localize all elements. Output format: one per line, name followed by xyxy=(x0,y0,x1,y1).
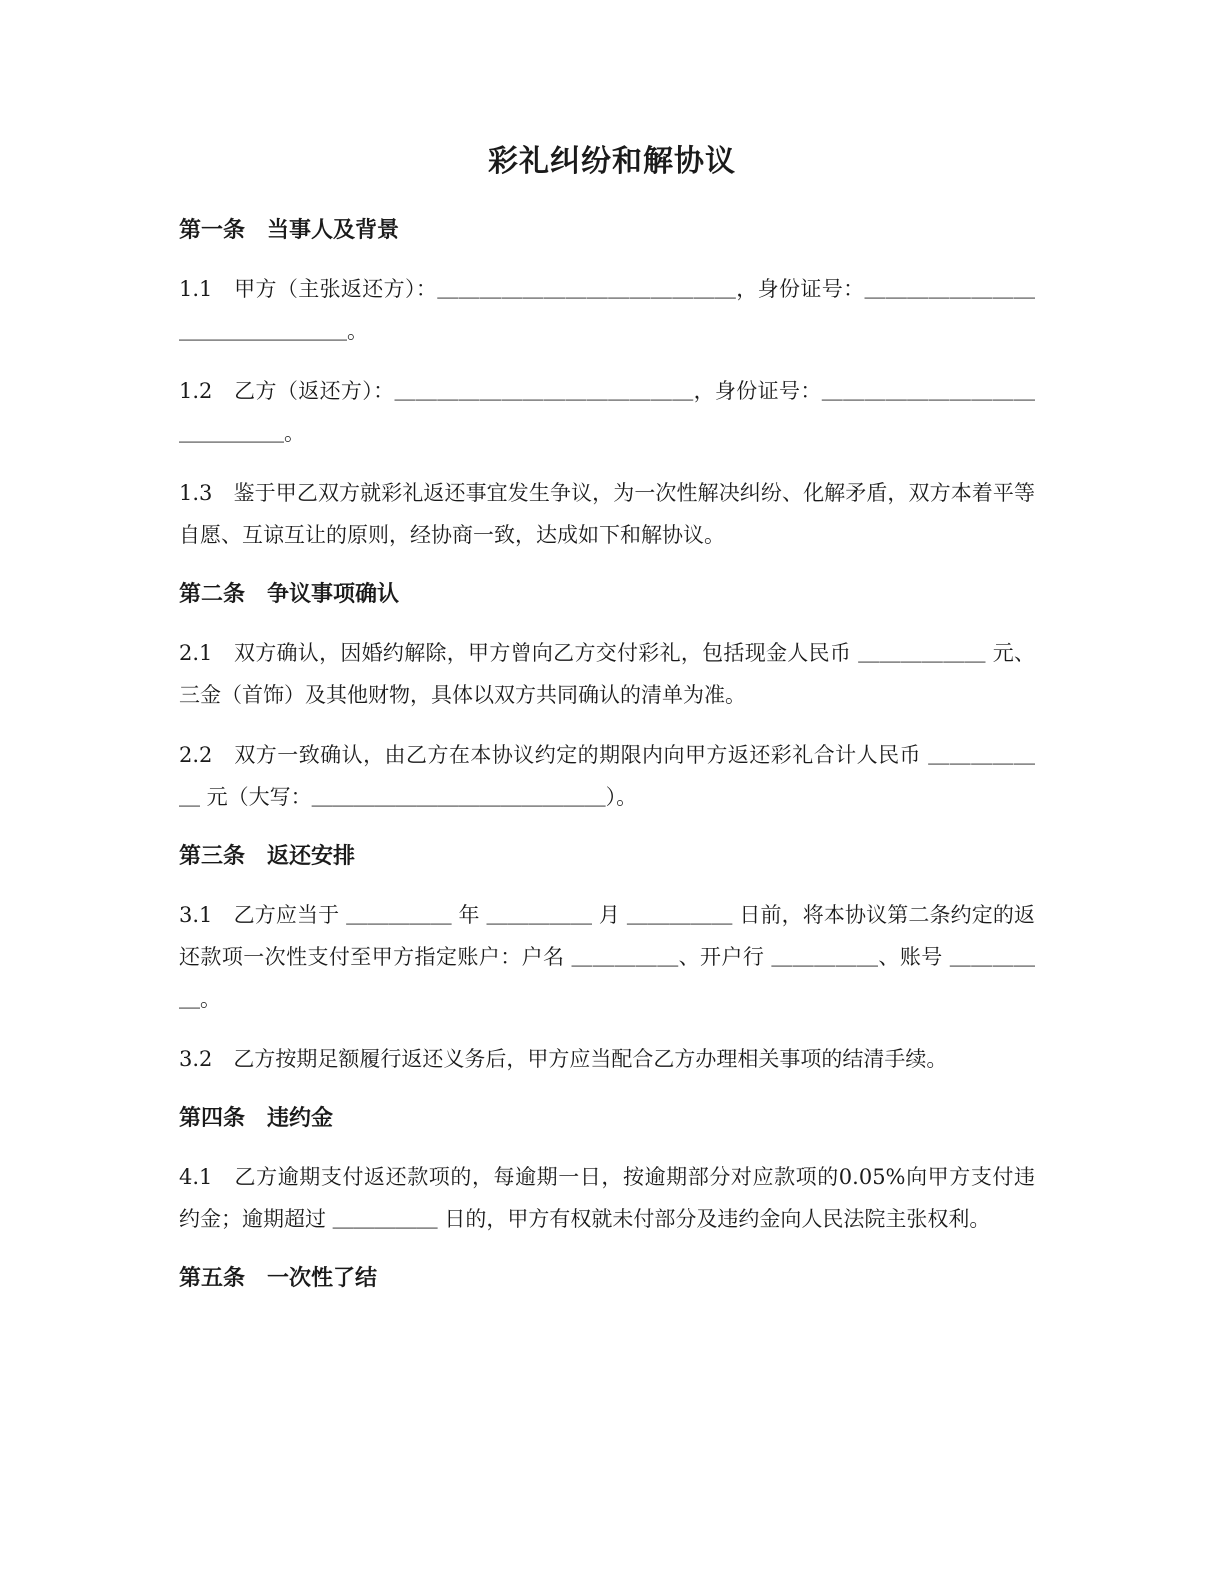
document-body xyxy=(179,210,1035,1316)
section-heading-1: 第一条 当事人及背景 xyxy=(179,218,400,243)
section-heading-3: 第三条 返还安排 xyxy=(179,844,356,869)
clause-1-2: 1.2 乙方（返还方）：＿＿＿＿＿＿＿＿＿＿＿＿＿＿，身份证号：＿＿＿＿＿＿＿＿＿＿＿＿＿＿＿。 xyxy=(179,379,1035,445)
clause-1-1: 1.1 甲方（主张返还方）：＿＿＿＿＿＿＿＿＿＿＿＿＿＿，身份证号：＿＿＿＿＿＿＿＿＿＿＿＿＿＿＿＿。 xyxy=(179,277,1035,343)
section-heading-5: 第五条 一次性了结 xyxy=(179,1266,378,1291)
clause-3-1: 3.1 乙方应当于 ＿＿＿＿＿ 年 ＿＿＿＿＿ 月 ＿＿＿＿＿ 日前，将本协议第二条约定的返还款项一次性支付至甲方指定账户：户名 ＿＿＿＿＿、开户行 ＿＿＿＿＿、账号 ＿＿＿＿＿。 xyxy=(179,903,1035,1011)
clause-4-1: 4.1 乙方逾期支付返还款项的，每逾期一日，按逾期部分对应款项的0.05%向甲方支付违约金；逾期超过 ＿＿＿＿＿ 日的，甲方有权就未付部分及违约金向人民法院主张权利。 xyxy=(179,1165,1035,1231)
document-title: 彩礼纠纷和解协议 xyxy=(488,144,736,179)
section-heading-4: 第四条 违约金 xyxy=(179,1106,334,1131)
section-heading-2: 第二条 争议事项确认 xyxy=(179,582,400,607)
clause-3-2: 3.2 乙方按期足额履行返还义务后，甲方应当配合乙方办理相关事项的结清手续。 xyxy=(179,1047,948,1071)
clause-2-2: 2.2 双方一致确认，由乙方在本协议约定的期限内向甲方返还彩礼合计人民币 ＿＿＿＿＿＿ 元（大写：＿＿＿＿＿＿＿＿＿＿＿＿＿＿）。 xyxy=(179,743,1035,809)
clause-2-1: 2.1 双方确认，因婚约解除，甲方曾向乙方交付彩礼，包括现金人民币 ＿＿＿＿＿＿ 元、三金（首饰）及其他财物，具体以双方共同确认的清单为准。 xyxy=(179,641,1035,707)
clause-1-3: 1.3 鉴于甲乙双方就彩礼返还事宜发生争议，为一次性解决纠纷、化解矛盾，双方本着平等自愿、互谅互让的原则，经协商一致，达成如下和解协议。 xyxy=(179,481,1035,547)
